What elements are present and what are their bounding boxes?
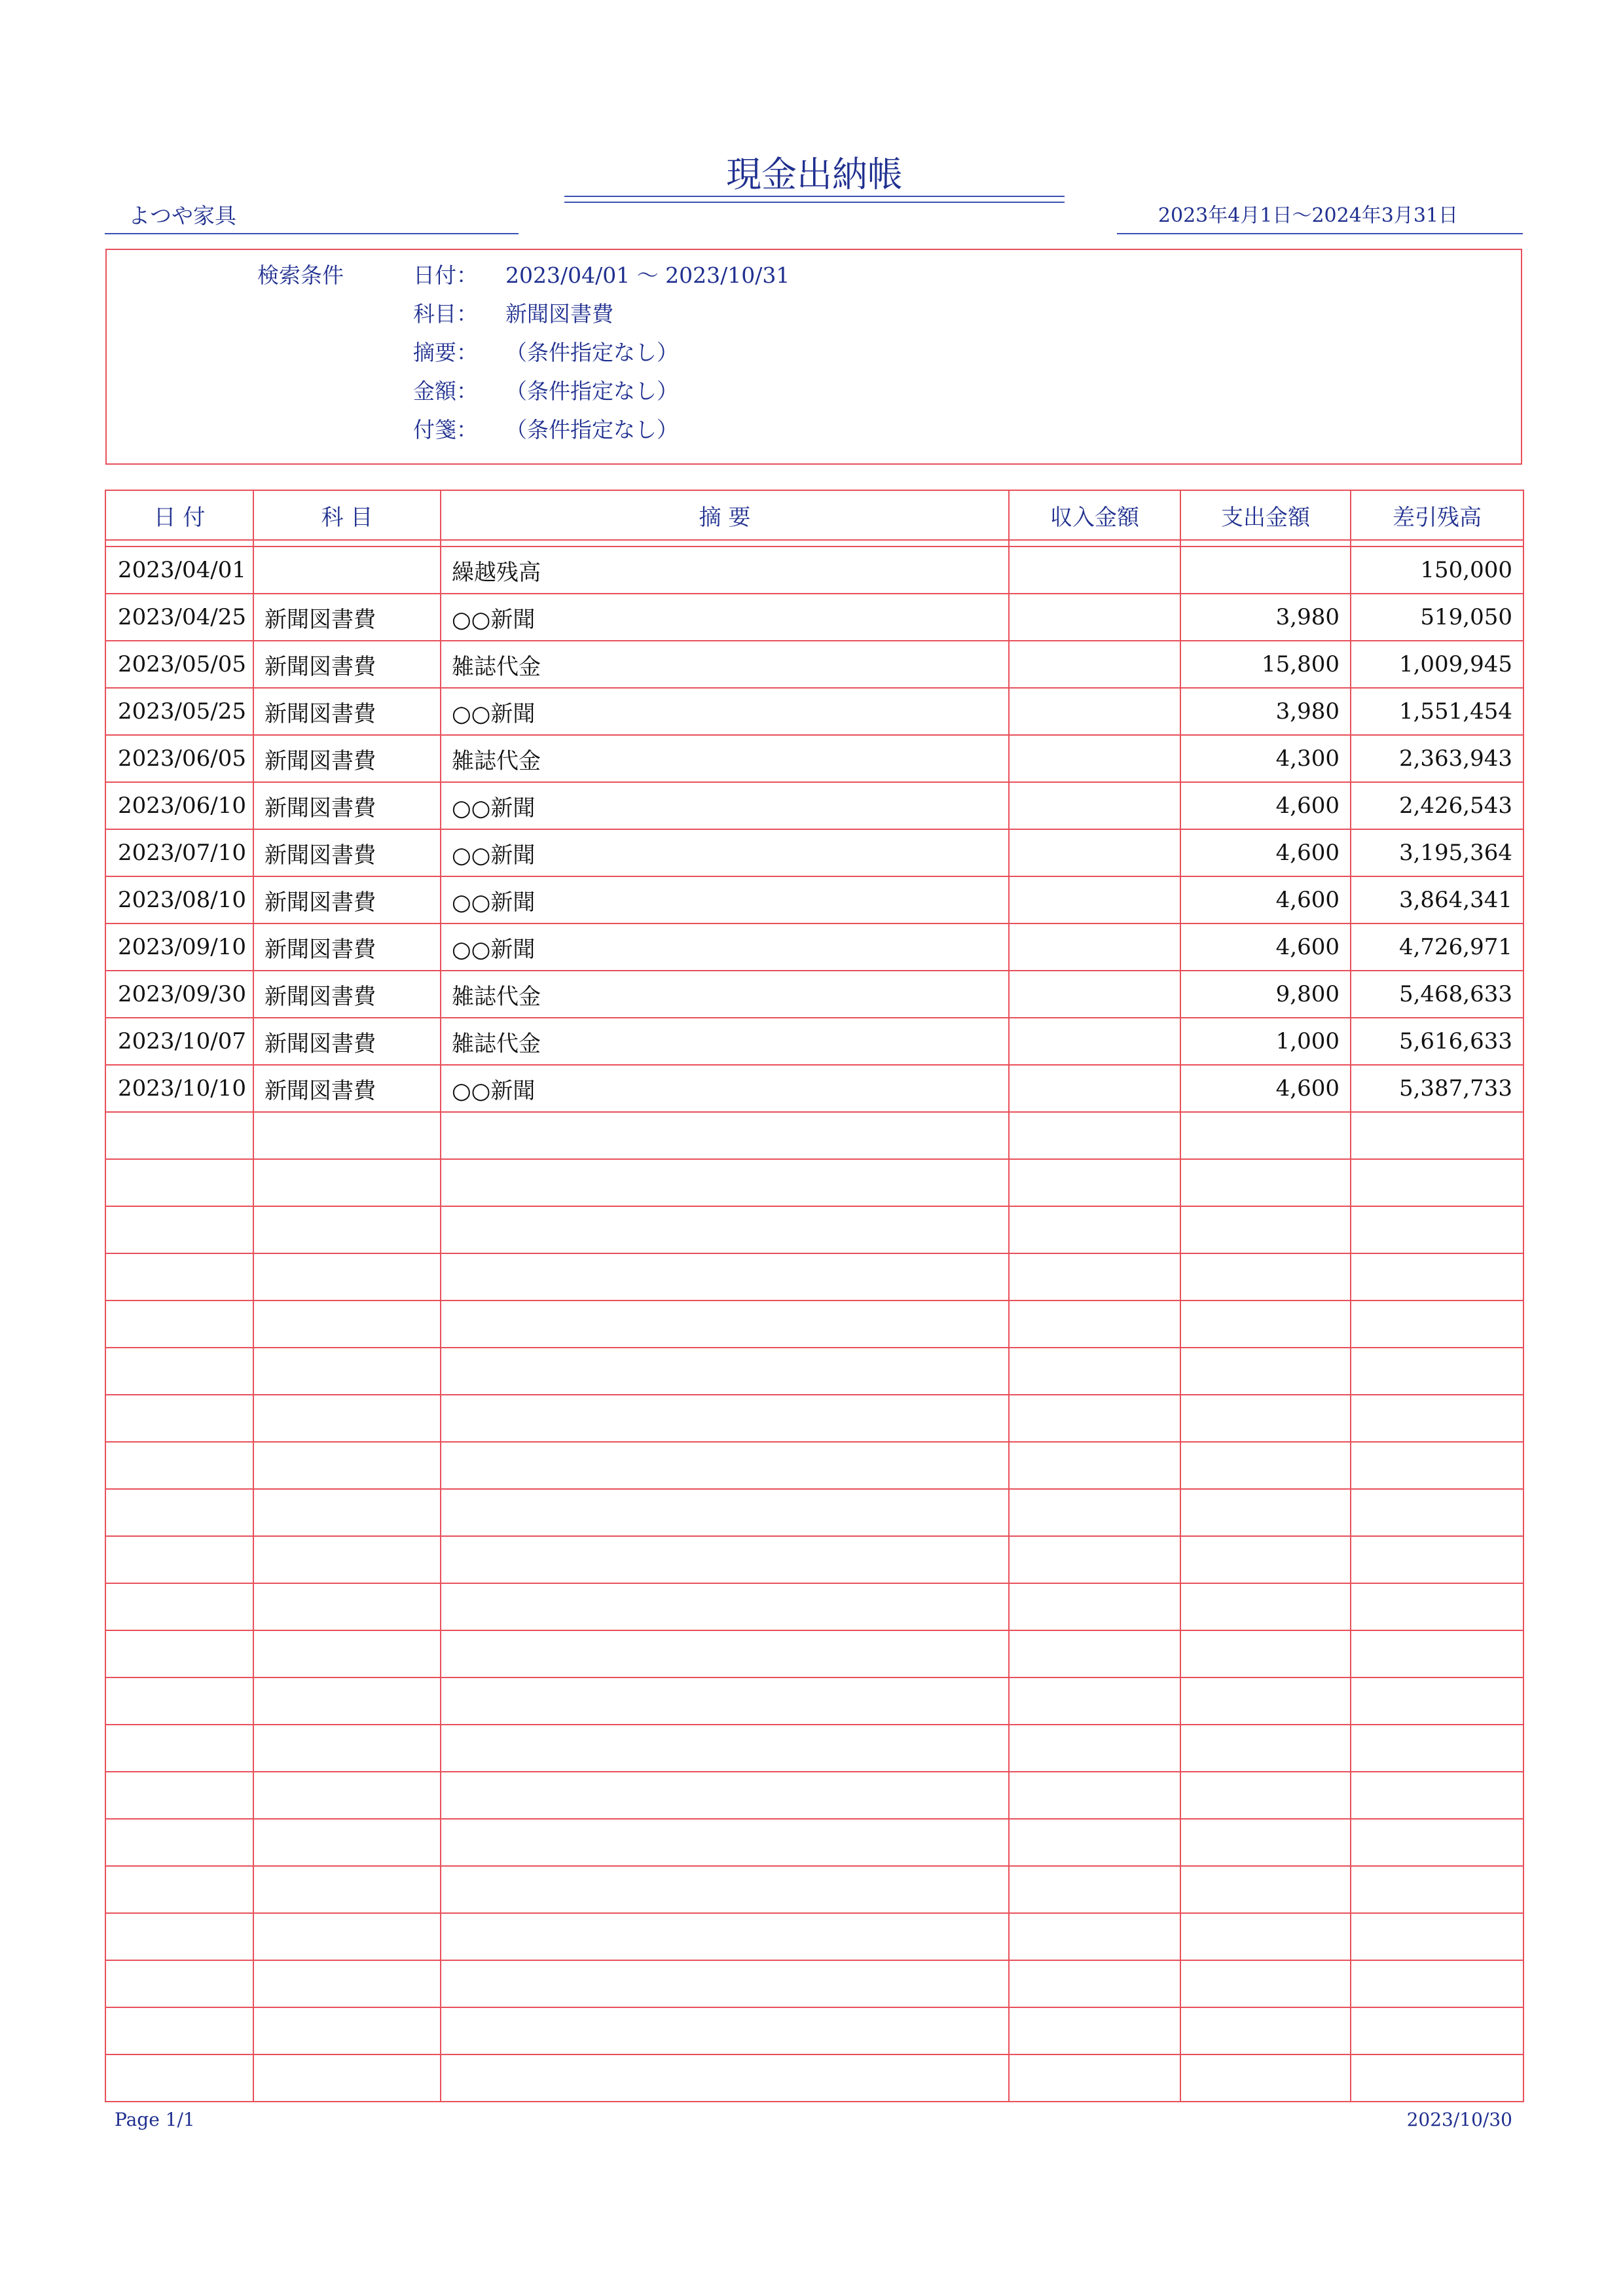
cell-income [1009, 1630, 1180, 1677]
cell-balance [1351, 1960, 1523, 2007]
cell-expense [1180, 2054, 1351, 2102]
cell-income [1009, 782, 1180, 829]
cell-description [441, 1772, 1009, 1819]
cell-expense [1180, 1819, 1351, 1866]
cell-expense [1180, 1630, 1351, 1677]
cell-expense [1180, 1300, 1351, 1348]
cell-income [1009, 1772, 1180, 1819]
cell-account: 新聞図書費 [253, 876, 441, 924]
cell-income [1009, 2054, 1180, 2102]
cell-expense [1180, 1772, 1351, 1819]
cell-date: 2023/09/30 [105, 971, 253, 1018]
cell-expense [1180, 1677, 1351, 1725]
condition-value-date: 2023/04/01 〜 2023/10/31 [505, 262, 790, 288]
company-underline [105, 233, 519, 234]
cell-expense: 4,600 [1180, 782, 1351, 829]
cell-balance [1351, 1630, 1523, 1677]
cell-expense [1180, 1583, 1351, 1630]
table-row [105, 782, 1523, 829]
cell-account: 新聞図書費 [253, 971, 441, 1018]
cell-description [441, 1913, 1009, 1960]
condition-value-sticky-note: （条件指定なし） [505, 417, 678, 442]
cell-balance [1351, 1489, 1523, 1536]
condition-value-amount: （条件指定なし） [505, 378, 678, 404]
page-title: 現金出納帳 [726, 154, 903, 195]
table-row [105, 876, 1523, 924]
cell-expense: 15,800 [1180, 641, 1351, 688]
cell-balance: 1,009,945 [1351, 641, 1523, 688]
cell-expense: 4,600 [1180, 924, 1351, 971]
cell-expense: 4,600 [1180, 876, 1351, 924]
cell-description: 雑誌代金 [441, 1018, 1009, 1065]
cell-income [1009, 1536, 1180, 1583]
empty-row [105, 1348, 1523, 1395]
empty-row [105, 1489, 1523, 1536]
cell-balance: 3,864,341 [1351, 876, 1523, 924]
cell-balance: 150,000 [1351, 547, 1523, 594]
cell-balance [1351, 1395, 1523, 1442]
cell-account: 新聞図書費 [253, 594, 441, 641]
cell-income [1009, 971, 1180, 1018]
cell-description [441, 1442, 1009, 1489]
cell-description [441, 1583, 1009, 1630]
cell-expense [1180, 1489, 1351, 1536]
condition-label-amount: 金額： [413, 378, 478, 404]
table-row [105, 971, 1523, 1018]
cell-income [1009, 829, 1180, 876]
cell-date [105, 1725, 253, 1772]
cell-account: 新聞図書費 [253, 924, 441, 971]
cell-income [1009, 1112, 1180, 1159]
table-row [105, 735, 1523, 782]
cell-account [253, 1913, 441, 1960]
fiscal-period: 2023年4月1日～2024年3月31日 [1158, 204, 1459, 227]
empty-row [105, 1960, 1523, 2007]
header-separator [105, 540, 1523, 547]
empty-row [105, 1442, 1523, 1489]
cell-description: ○○新聞 [441, 1065, 1009, 1112]
cell-balance: 4,726,971 [1351, 924, 1523, 971]
cell-date [105, 1677, 253, 1725]
cell-balance [1351, 1819, 1523, 1866]
condition-label-sticky-note: 付箋： [413, 417, 478, 442]
cell-account [253, 2007, 441, 2054]
cell-expense: 9,800 [1180, 971, 1351, 1018]
column-header-description: 摘 要 [441, 490, 1009, 540]
cell-date [105, 1819, 253, 1866]
empty-row [105, 1206, 1523, 1253]
cell-account [253, 1348, 441, 1395]
company-name: よつや家具 [128, 203, 236, 228]
cell-account [253, 1677, 441, 1725]
cell-account [253, 1866, 441, 1913]
cell-description: ○○新聞 [441, 924, 1009, 971]
cell-balance: 2,426,543 [1351, 782, 1523, 829]
cash-ledger-table [105, 490, 1524, 2102]
table-row [105, 829, 1523, 876]
cell-account: 新聞図書費 [253, 688, 441, 735]
cell-income [1009, 2007, 1180, 2054]
cell-date: 2023/10/07 [105, 1018, 253, 1065]
cell-account: 新聞図書費 [253, 782, 441, 829]
cell-date: 2023/06/10 [105, 782, 253, 829]
cell-date [105, 1960, 253, 2007]
table-row [105, 1018, 1523, 1065]
cell-description [441, 1348, 1009, 1395]
cell-date: 2023/06/05 [105, 735, 253, 782]
cell-description [441, 1489, 1009, 1536]
cell-date: 2023/05/25 [105, 688, 253, 735]
cell-balance [1351, 1300, 1523, 1348]
empty-row [105, 1819, 1523, 1866]
cell-description [441, 1725, 1009, 1772]
cell-account [253, 1112, 441, 1159]
column-header-expense: 支出金額 [1180, 490, 1351, 540]
cell-date [105, 1866, 253, 1913]
empty-row [105, 1583, 1523, 1630]
cell-balance: 3,195,364 [1351, 829, 1523, 876]
title-underline [564, 196, 1065, 197]
cell-description [441, 1112, 1009, 1159]
cell-date: 2023/04/01 [105, 547, 253, 594]
search-heading: 検索条件 [257, 262, 344, 288]
cell-income [1009, 641, 1180, 688]
table-row [105, 924, 1523, 971]
cell-balance: 5,616,633 [1351, 1018, 1523, 1065]
cell-description: 繰越残高 [441, 547, 1009, 594]
cell-balance: 1,551,454 [1351, 688, 1523, 735]
cell-date: 2023/04/25 [105, 594, 253, 641]
cell-income [1009, 876, 1180, 924]
cell-expense [1180, 1112, 1351, 1159]
cell-expense: 3,980 [1180, 594, 1351, 641]
cell-date [105, 1253, 253, 1300]
cell-description: ○○新聞 [441, 594, 1009, 641]
cell-expense [1180, 547, 1351, 594]
cell-date [105, 1442, 253, 1489]
cell-date: 2023/10/10 [105, 1065, 253, 1112]
table-row [105, 688, 1523, 735]
column-header-account: 科 目 [253, 490, 441, 540]
cell-balance: 519,050 [1351, 594, 1523, 641]
cell-expense [1180, 1536, 1351, 1583]
cell-description [441, 1395, 1009, 1442]
cell-expense [1180, 1253, 1351, 1300]
cell-balance [1351, 1442, 1523, 1489]
cell-account [253, 1442, 441, 1489]
cell-balance [1351, 2007, 1523, 2054]
cell-description [441, 1206, 1009, 1253]
cell-income [1009, 1253, 1180, 1300]
cell-income [1009, 1395, 1180, 1442]
cell-description [441, 2054, 1009, 2102]
cell-account [253, 1630, 441, 1677]
cell-date: 2023/07/10 [105, 829, 253, 876]
empty-row [105, 1772, 1523, 1819]
cell-account [253, 1536, 441, 1583]
cell-account [253, 1253, 441, 1300]
cell-income [1009, 688, 1180, 735]
cell-expense [1180, 1395, 1351, 1442]
empty-row [105, 1395, 1523, 1442]
cell-description [441, 1960, 1009, 2007]
cell-income [1009, 1960, 1180, 2007]
cell-income [1009, 924, 1180, 971]
cell-account: 新聞図書費 [253, 829, 441, 876]
empty-row [105, 1536, 1523, 1583]
cell-description: ○○新聞 [441, 688, 1009, 735]
cell-expense [1180, 2007, 1351, 2054]
empty-row [105, 2054, 1523, 2102]
cell-expense [1180, 1960, 1351, 2007]
cell-expense: 4,600 [1180, 829, 1351, 876]
cell-income [1009, 1348, 1180, 1395]
cell-income [1009, 1489, 1180, 1536]
empty-row [105, 1866, 1523, 1913]
cell-account: 新聞図書費 [253, 641, 441, 688]
cell-income [1009, 547, 1180, 594]
cell-account [253, 1489, 441, 1536]
cell-date: 2023/08/10 [105, 876, 253, 924]
cell-expense [1180, 1442, 1351, 1489]
cell-description [441, 1253, 1009, 1300]
cell-date: 2023/09/10 [105, 924, 253, 971]
page-number: Page 1/1 [115, 2109, 195, 2130]
cell-description [441, 1300, 1009, 1348]
cell-balance [1351, 1536, 1523, 1583]
cell-description [441, 1630, 1009, 1677]
cell-income [1009, 594, 1180, 641]
title-underline-double [564, 202, 1065, 203]
empty-row [105, 1677, 1523, 1725]
cell-account [253, 1819, 441, 1866]
cell-balance [1351, 1112, 1523, 1159]
cell-description [441, 1536, 1009, 1583]
cell-description: 雑誌代金 [441, 971, 1009, 1018]
cell-date [105, 1300, 253, 1348]
empty-row [105, 2007, 1523, 2054]
cell-balance: 2,363,943 [1351, 735, 1523, 782]
cell-account [253, 2054, 441, 2102]
column-header-income: 収入金額 [1009, 490, 1180, 540]
cell-account [253, 1583, 441, 1630]
search-conditions-box [105, 249, 1522, 465]
cell-description [441, 1819, 1009, 1866]
cell-date [105, 1489, 253, 1536]
cell-balance [1351, 1913, 1523, 1960]
period-underline [1117, 233, 1523, 234]
cell-expense: 4,600 [1180, 1065, 1351, 1112]
cell-description [441, 1159, 1009, 1206]
empty-row [105, 1253, 1523, 1300]
cell-expense [1180, 1913, 1351, 1960]
cell-description [441, 1866, 1009, 1913]
cell-income [1009, 1442, 1180, 1489]
table-row [105, 547, 1523, 594]
condition-value-account: 新聞図書費 [505, 301, 613, 327]
cell-description: ○○新聞 [441, 829, 1009, 876]
cell-expense: 3,980 [1180, 688, 1351, 735]
cell-account [253, 1300, 441, 1348]
cell-date [105, 1206, 253, 1253]
print-date: 2023/10/30 [1406, 2109, 1512, 2130]
ledger-rows [105, 547, 1523, 2102]
cell-account: 新聞図書費 [253, 735, 441, 782]
cell-account [253, 1206, 441, 1253]
cell-description [441, 1677, 1009, 1725]
cell-account [253, 1159, 441, 1206]
cell-date [105, 1348, 253, 1395]
cell-income [1009, 1300, 1180, 1348]
cell-account [253, 1395, 441, 1442]
table-header-row [105, 490, 1523, 540]
cell-balance [1351, 1206, 1523, 1253]
cell-balance [1351, 1772, 1523, 1819]
cell-income [1009, 1583, 1180, 1630]
column-header-date: 日 付 [105, 490, 253, 540]
cell-date [105, 1913, 253, 1960]
cell-date [105, 1159, 253, 1206]
cell-income [1009, 735, 1180, 782]
cell-description: ○○新聞 [441, 876, 1009, 924]
cell-balance [1351, 1253, 1523, 1300]
column-header-balance: 差引残高 [1351, 490, 1523, 540]
condition-value-description: （条件指定なし） [505, 340, 678, 365]
cell-expense: 4,300 [1180, 735, 1351, 782]
cell-description: ○○新聞 [441, 782, 1009, 829]
table-row [105, 594, 1523, 641]
condition-label-date: 日付： [413, 262, 478, 288]
cell-date [105, 2054, 253, 2102]
cell-balance [1351, 1159, 1523, 1206]
cell-date [105, 1112, 253, 1159]
cell-balance: 5,468,633 [1351, 971, 1523, 1018]
cell-balance [1351, 1348, 1523, 1395]
cell-description: 雑誌代金 [441, 735, 1009, 782]
condition-label-account: 科目： [413, 301, 478, 327]
empty-row [105, 1725, 1523, 1772]
cell-income [1009, 1677, 1180, 1725]
cell-date [105, 1395, 253, 1442]
cell-date: 2023/05/05 [105, 641, 253, 688]
cell-balance [1351, 2054, 1523, 2102]
empty-row [105, 1630, 1523, 1677]
table-row [105, 641, 1523, 688]
cell-date [105, 1536, 253, 1583]
cell-expense [1180, 1206, 1351, 1253]
cell-income [1009, 1206, 1180, 1253]
cell-balance [1351, 1866, 1523, 1913]
cell-account [253, 1772, 441, 1819]
cell-income [1009, 1725, 1180, 1772]
cell-description [441, 2007, 1009, 2054]
cell-expense [1180, 1725, 1351, 1772]
cell-account: 新聞図書費 [253, 1065, 441, 1112]
cell-income [1009, 1866, 1180, 1913]
empty-row [105, 1112, 1523, 1159]
condition-label-description: 摘要： [413, 340, 478, 365]
empty-row [105, 1913, 1523, 1960]
cell-date [105, 1630, 253, 1677]
empty-row [105, 1159, 1523, 1206]
cell-balance [1351, 1677, 1523, 1725]
cell-income [1009, 1159, 1180, 1206]
cell-date [105, 1583, 253, 1630]
cell-income [1009, 1913, 1180, 1960]
cell-date [105, 1772, 253, 1819]
cell-account [253, 1725, 441, 1772]
empty-row [105, 1300, 1523, 1348]
cell-account [253, 547, 441, 594]
cell-income [1009, 1065, 1180, 1112]
cell-expense: 1,000 [1180, 1018, 1351, 1065]
cell-balance [1351, 1583, 1523, 1630]
cell-date [105, 2007, 253, 2054]
cell-balance [1351, 1725, 1523, 1772]
cell-expense [1180, 1159, 1351, 1206]
cell-expense [1180, 1866, 1351, 1913]
cell-account: 新聞図書費 [253, 1018, 441, 1065]
cell-description: 雑誌代金 [441, 641, 1009, 688]
cell-income [1009, 1018, 1180, 1065]
cell-expense [1180, 1348, 1351, 1395]
table-row [105, 1065, 1523, 1112]
cell-account [253, 1960, 441, 2007]
cell-balance: 5,387,733 [1351, 1065, 1523, 1112]
cell-income [1009, 1819, 1180, 1866]
